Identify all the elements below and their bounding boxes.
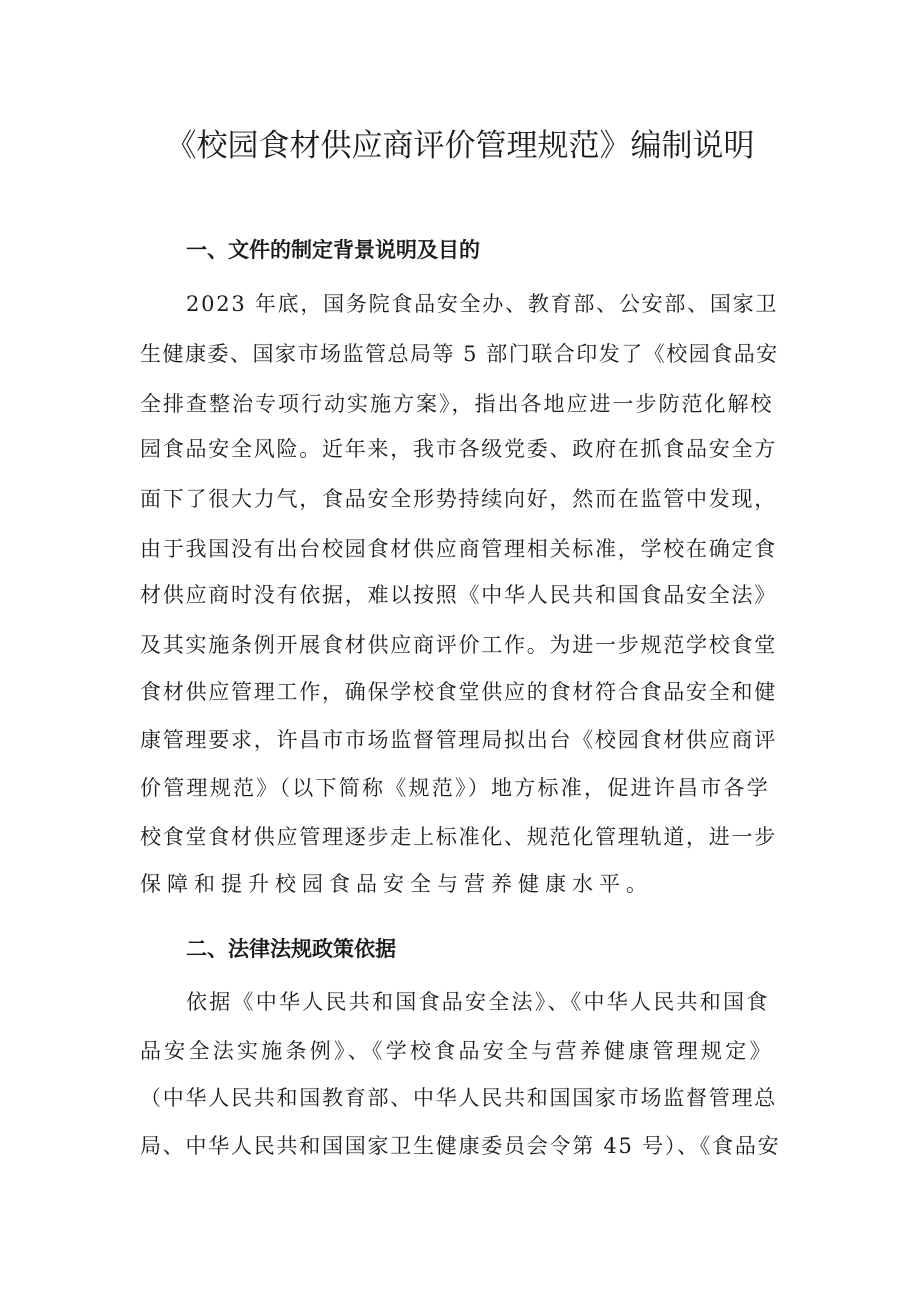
paragraph-line: 生健康委、国家市场监管总局等 5 部门联合印发了《校园食品安 [140, 342, 779, 366]
section-heading-legal-basis: 二、法律法规政策依据 [186, 937, 396, 961]
paragraph-line: 康管理要求，许昌市市场监督管理局拟出台《校园食材供应商评 [140, 728, 777, 752]
section-heading-background: 一、文件的制定背景说明及目的 [186, 238, 480, 262]
paragraph-line: 依据《中华人民共和国食品安全法》、《中华人民共和国食 [186, 990, 770, 1014]
paragraph-line: 保障和提升校园食品安全与营养健康水平。 [140, 872, 653, 896]
paragraph-line: 校食堂食材供应管理逐步走上标准化、规范化管理轨道，进一步 [140, 825, 777, 849]
paragraph-line: 材供应商时没有依据，难以按照《中华人民共和国食品安全法》 [140, 583, 777, 607]
paragraph-line: （中华人民共和国教育部、中华人民共和国国家市场监督管理总 [140, 1086, 777, 1110]
paragraph-line: 园食品安全风险。近年来，我市各级党委、政府在抓食品安全方 [140, 437, 777, 461]
paragraph-line: 品安全法实施条例》、《学校食品安全与营养健康管理规定》 [140, 1039, 774, 1063]
paragraph-line: 局、中华人民共和国国家卫生健康委员会令第 45 号）、《食品安 [140, 1134, 781, 1158]
paragraph-line: 全排查整治专项行动实施方案》，指出各地应进一步防范化解校 [140, 392, 774, 416]
document-title: 《校园食材供应商评价管理规范》编制说明 [165, 128, 755, 164]
paragraph-line: 及其实施条例开展食材供应商评价工作。为进一步规范学校食堂 [140, 633, 777, 657]
paragraph-line: 面下了很大力气，食品安全形势持续向好，然而在监管中发现， [140, 487, 777, 511]
paragraph-line: 食材供应管理工作，确保学校食堂供应的食材符合食品安全和健 [140, 680, 777, 704]
paragraph-line: 价管理规范》（以下简称《规范》）地方标准，促进许昌市各学 [140, 776, 770, 800]
paragraph-line: 由于我国没有出台校园食材供应商管理相关标准，学校在确定食 [140, 537, 777, 561]
paragraph-line: 2023 年底，国务院食品安全办、教育部、公安部、国家卫 [186, 292, 779, 316]
